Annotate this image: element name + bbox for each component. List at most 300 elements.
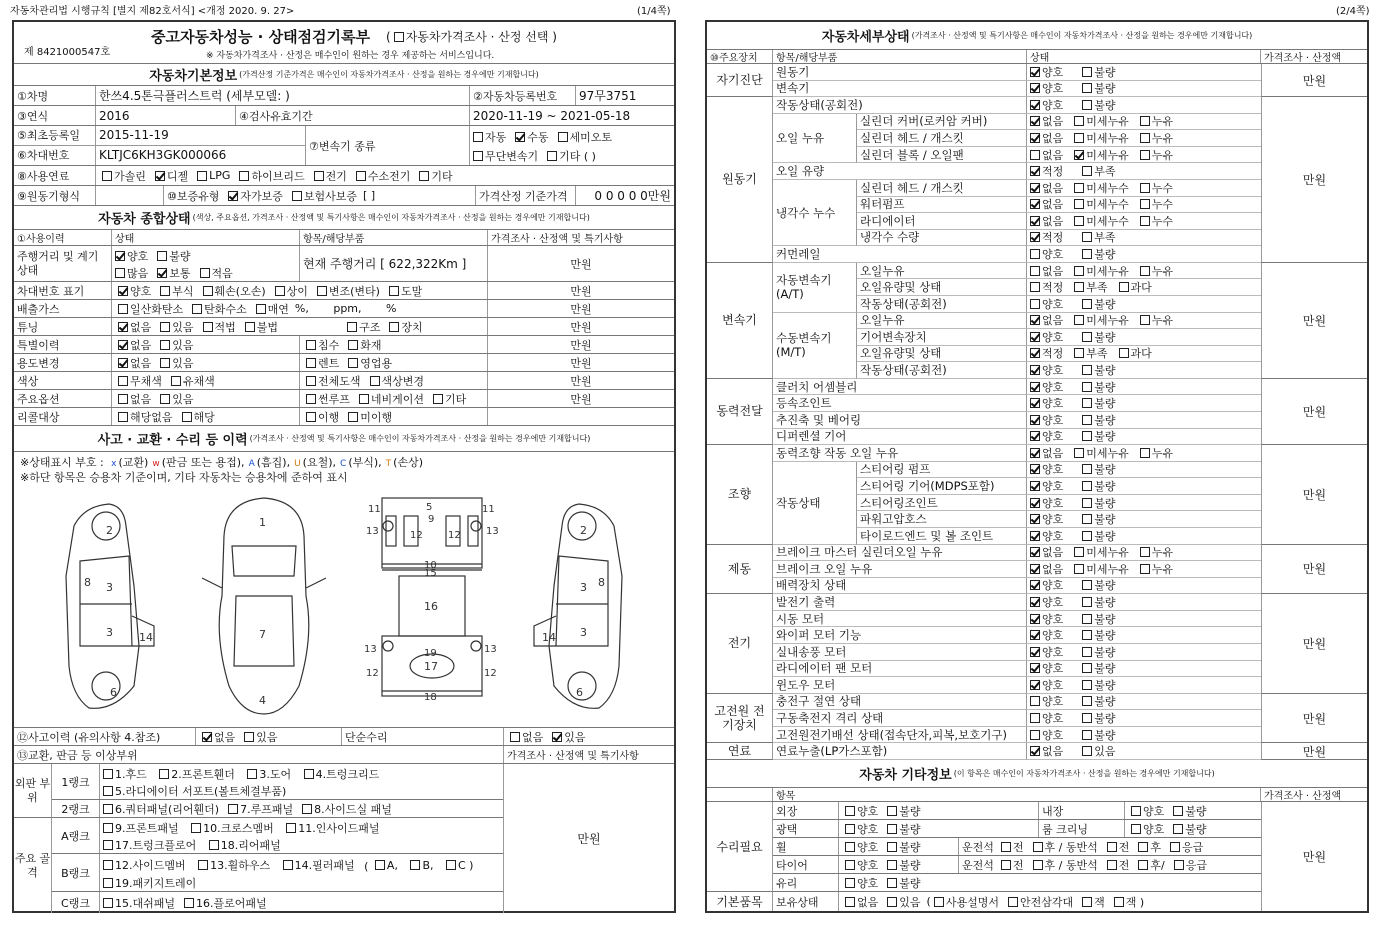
status-option[interactable]: [1079, 246, 1115, 262]
status-option[interactable]: [1027, 279, 1063, 295]
status-option[interactable]: [1027, 97, 1063, 113]
wheel-emergency[interactable]: 응급: [1167, 839, 1203, 855]
status-checkbox[interactable]: [1030, 100, 1040, 110]
status-option[interactable]: [1079, 379, 1115, 395]
status-checkbox[interactable]: [1082, 332, 1092, 342]
status-option[interactable]: [1027, 362, 1063, 378]
vin-altered[interactable]: 변조(변타): [314, 283, 380, 299]
status-option[interactable]: [1116, 279, 1152, 295]
status-option[interactable]: [1027, 594, 1063, 610]
status-checkbox[interactable]: [1030, 680, 1040, 690]
status-option[interactable]: [1079, 64, 1115, 80]
possession-manual[interactable]: 사용설명서: [931, 894, 999, 910]
status-checkbox[interactable]: [1082, 67, 1092, 77]
usage-business[interactable]: 영업용: [345, 355, 392, 371]
vin-different[interactable]: 상이: [272, 283, 308, 299]
status-option[interactable]: [1027, 644, 1063, 660]
status-checkbox[interactable]: [1030, 232, 1040, 242]
status-checkbox[interactable]: [1030, 514, 1040, 524]
status-option[interactable]: [1027, 163, 1063, 179]
status-checkbox[interactable]: [1140, 116, 1150, 126]
status-checkbox[interactable]: [1140, 133, 1150, 143]
status-option[interactable]: [1071, 279, 1107, 295]
fuel-other[interactable]: 기타: [416, 168, 452, 184]
status-checkbox[interactable]: [1082, 415, 1092, 425]
status-checkbox[interactable]: [1082, 696, 1092, 706]
fuel-gasoline[interactable]: 가솔린: [99, 168, 146, 184]
status-option[interactable]: [1027, 197, 1063, 213]
status-checkbox[interactable]: [1030, 431, 1040, 441]
status-checkbox[interactable]: [1082, 730, 1092, 740]
tuning-none[interactable]: 없음: [115, 319, 151, 335]
status-option[interactable]: [1071, 114, 1129, 130]
status-checkbox[interactable]: [1030, 266, 1040, 276]
special-fire[interactable]: 화재: [345, 337, 381, 353]
vin-painted[interactable]: 도말: [386, 283, 422, 299]
glass-good[interactable]: 양호: [842, 875, 878, 891]
status-checkbox[interactable]: [1119, 348, 1129, 358]
status-option[interactable]: [1071, 561, 1129, 577]
possession-jack[interactable]: 잭: [1079, 894, 1105, 910]
part-roof-panel[interactable]: 7.루프패널: [225, 801, 293, 817]
status-checkbox[interactable]: [1140, 564, 1150, 574]
status-checkbox[interactable]: [1082, 464, 1092, 474]
status-option[interactable]: [1027, 561, 1063, 577]
emission-smoke[interactable]: 매연: [253, 301, 289, 317]
accident-none[interactable]: 없음: [199, 729, 235, 745]
status-option[interactable]: [1027, 677, 1063, 693]
status-checkbox[interactable]: [1074, 547, 1084, 557]
mileage-normal[interactable]: 보통: [154, 265, 190, 281]
status-checkbox[interactable]: [1030, 614, 1040, 624]
trans-auto[interactable]: 자동: [470, 129, 506, 145]
status-checkbox[interactable]: [1082, 630, 1092, 640]
part-rear-panel[interactable]: 18.리어패널: [206, 837, 281, 853]
options-none[interactable]: 없음: [115, 391, 151, 407]
status-checkbox[interactable]: [1140, 199, 1150, 209]
status-option[interactable]: [1027, 661, 1063, 677]
status-checkbox[interactable]: [1030, 67, 1040, 77]
status-checkbox[interactable]: [1082, 746, 1092, 756]
options-other[interactable]: 기타: [430, 391, 466, 407]
tuning-structure[interactable]: 구조: [344, 319, 380, 335]
status-checkbox[interactable]: [1074, 315, 1084, 325]
simple-none[interactable]: 없음: [507, 729, 543, 745]
status-option[interactable]: [1027, 180, 1063, 196]
part-front-fender[interactable]: 2.프론트휀더: [156, 766, 235, 782]
status-checkbox[interactable]: [1030, 150, 1040, 160]
status-option[interactable]: [1071, 313, 1129, 329]
tire-pass-rear[interactable]: 후/: [1135, 857, 1164, 873]
gloss-good[interactable]: 양호: [842, 821, 878, 837]
recall-yes[interactable]: 해당: [179, 409, 215, 425]
status-checkbox[interactable]: [1140, 266, 1150, 276]
fuel-hybrid[interactable]: 하이브리드: [236, 168, 304, 184]
tire-good[interactable]: 양호: [842, 857, 878, 873]
usage-none[interactable]: 없음: [115, 355, 151, 371]
part-side-member[interactable]: 12.사이드멤버: [100, 857, 186, 873]
part-pillar-panel[interactable]: 14.필러패널: [280, 857, 355, 873]
status-checkbox[interactable]: [1140, 315, 1150, 325]
color-chromatic[interactable]: 유채색: [168, 373, 215, 389]
status-option[interactable]: [1116, 346, 1152, 362]
status-option[interactable]: [1079, 677, 1115, 693]
status-checkbox[interactable]: [1140, 547, 1150, 557]
trans-manual[interactable]: 수동: [512, 129, 548, 145]
status-option[interactable]: [1079, 362, 1115, 378]
options-sunroof[interactable]: 썬루프: [303, 391, 350, 407]
status-checkbox[interactable]: [1140, 216, 1150, 226]
status-option[interactable]: [1079, 462, 1115, 478]
status-checkbox[interactable]: [1082, 365, 1092, 375]
status-checkbox[interactable]: [1030, 696, 1040, 706]
pillar-b[interactable]: B,: [407, 859, 433, 872]
status-checkbox[interactable]: [1074, 564, 1084, 574]
status-checkbox[interactable]: [1074, 282, 1084, 292]
status-option[interactable]: [1137, 313, 1173, 329]
color-changed[interactable]: 색상변경: [367, 373, 425, 389]
status-option[interactable]: [1137, 545, 1173, 561]
status-checkbox[interactable]: [1082, 498, 1092, 508]
status-option[interactable]: [1027, 462, 1063, 478]
mileage-bad[interactable]: 불량: [154, 248, 190, 264]
status-option[interactable]: [1079, 163, 1115, 179]
status-checkbox[interactable]: [1030, 282, 1040, 292]
status-checkbox[interactable]: [1074, 348, 1084, 358]
status-checkbox[interactable]: [1030, 166, 1040, 176]
wheel-rear-passenger[interactable]: 후 / 동반석: [1030, 839, 1098, 855]
part-floor-panel[interactable]: 16.플로어패널: [181, 895, 267, 911]
status-option[interactable]: [1079, 81, 1115, 97]
pillar-c[interactable]: C ): [443, 859, 473, 872]
status-checkbox[interactable]: [1074, 266, 1084, 276]
part-trunk-lid[interactable]: 4.트렁크리드: [301, 766, 380, 782]
status-checkbox[interactable]: [1030, 564, 1040, 574]
status-option[interactable]: [1027, 694, 1063, 710]
status-option[interactable]: [1027, 230, 1063, 246]
status-option[interactable]: [1071, 213, 1129, 229]
status-checkbox[interactable]: [1030, 299, 1040, 309]
part-quarter-panel[interactable]: 6.쿼터패널(리어휀더): [100, 801, 219, 817]
interior-bad[interactable]: 불량: [1170, 803, 1206, 819]
color-full-paint[interactable]: 전체도색: [303, 373, 361, 389]
pillar-a[interactable]: A,: [372, 859, 398, 872]
status-option[interactable]: [1027, 246, 1063, 262]
status-checkbox[interactable]: [1074, 133, 1084, 143]
part-radiator-support[interactable]: 5.라디에이터 서포트(볼트체결부품): [100, 783, 286, 799]
status-option[interactable]: [1027, 346, 1063, 362]
emission-co[interactable]: 일산화탄소: [115, 301, 183, 317]
status-option[interactable]: [1079, 611, 1115, 627]
status-checkbox[interactable]: [1030, 415, 1040, 425]
status-option[interactable]: [1027, 329, 1063, 345]
status-checkbox[interactable]: [1030, 382, 1040, 392]
status-checkbox[interactable]: [1074, 150, 1084, 160]
status-checkbox[interactable]: [1082, 597, 1092, 607]
status-option[interactable]: [1027, 114, 1063, 130]
status-checkbox[interactable]: [1030, 597, 1040, 607]
status-option[interactable]: [1027, 627, 1063, 643]
status-checkbox[interactable]: [1119, 282, 1129, 292]
status-checkbox[interactable]: [1030, 481, 1040, 491]
status-option[interactable]: [1071, 147, 1129, 163]
status-option[interactable]: [1027, 263, 1063, 279]
mileage-good[interactable]: 양호: [112, 248, 148, 264]
status-option[interactable]: [1079, 230, 1115, 246]
usage-yes[interactable]: 있음: [157, 355, 193, 371]
status-option[interactable]: [1027, 412, 1063, 428]
usage-rent[interactable]: 렌트: [303, 355, 339, 371]
status-checkbox[interactable]: [1030, 116, 1040, 126]
emission-hc[interactable]: 탄화수소: [189, 301, 247, 317]
status-checkbox[interactable]: [1074, 183, 1084, 193]
status-option[interactable]: [1079, 97, 1115, 113]
status-option[interactable]: [1027, 296, 1063, 312]
tire-rear-passenger[interactable]: 후 / 동반석: [1030, 857, 1098, 873]
tire-driver-front[interactable]: 전: [998, 857, 1024, 873]
status-option[interactable]: [1137, 147, 1173, 163]
wheel-bad[interactable]: 불량: [884, 839, 920, 855]
trans-semi[interactable]: 세미오토: [555, 129, 613, 145]
status-option[interactable]: [1027, 147, 1063, 163]
exterior-good[interactable]: 양호: [842, 803, 878, 819]
status-checkbox[interactable]: [1030, 746, 1040, 756]
status-option[interactable]: [1079, 495, 1115, 511]
tuning-device[interactable]: 장치: [386, 319, 422, 335]
status-option[interactable]: [1071, 445, 1129, 461]
status-checkbox[interactable]: [1074, 448, 1084, 458]
status-option[interactable]: [1027, 528, 1063, 544]
status-option[interactable]: [1137, 445, 1173, 461]
status-checkbox[interactable]: [1140, 150, 1150, 160]
status-option[interactable]: [1027, 611, 1063, 627]
tire-pass-front[interactable]: 전: [1104, 857, 1130, 873]
status-checkbox[interactable]: [1082, 83, 1092, 93]
color-achromatic[interactable]: 무채색: [115, 373, 162, 389]
status-checkbox[interactable]: [1030, 133, 1040, 143]
status-option[interactable]: [1027, 64, 1063, 80]
status-checkbox[interactable]: [1082, 680, 1092, 690]
possession-none[interactable]: 없음: [842, 894, 878, 910]
status-option[interactable]: [1079, 743, 1115, 759]
status-option[interactable]: [1071, 180, 1129, 196]
trans-other[interactable]: 기타 ( ): [544, 148, 596, 164]
exterior-bad[interactable]: 불량: [884, 803, 920, 819]
status-option[interactable]: [1027, 743, 1063, 759]
status-option[interactable]: [1027, 130, 1063, 146]
tire-emergency[interactable]: 응급: [1171, 857, 1207, 873]
status-option[interactable]: [1079, 511, 1115, 527]
possession-yes[interactable]: 있음: [884, 894, 920, 910]
wheel-pass-front[interactable]: 전: [1104, 839, 1130, 855]
status-option[interactable]: [1079, 412, 1115, 428]
gloss-bad[interactable]: 불량: [884, 821, 920, 837]
status-option[interactable]: [1079, 296, 1115, 312]
status-option[interactable]: [1079, 644, 1115, 660]
part-package-tray[interactable]: 19.패키지트레이: [100, 875, 196, 891]
wheel-driver-front[interactable]: 전: [998, 839, 1024, 855]
status-option[interactable]: [1071, 130, 1129, 146]
status-option[interactable]: [1079, 661, 1115, 677]
status-checkbox[interactable]: [1082, 299, 1092, 309]
status-checkbox[interactable]: [1082, 100, 1092, 110]
status-checkbox[interactable]: [1082, 382, 1092, 392]
status-option[interactable]: [1079, 727, 1115, 743]
status-option[interactable]: [1079, 594, 1115, 610]
status-checkbox[interactable]: [1082, 531, 1092, 541]
part-side-sill[interactable]: 8.사이드실 패널: [299, 801, 392, 817]
status-checkbox[interactable]: [1030, 83, 1040, 93]
possession-triangle[interactable]: 안전삼각대: [1005, 894, 1073, 910]
status-checkbox[interactable]: [1030, 713, 1040, 723]
status-option[interactable]: [1071, 545, 1129, 561]
status-checkbox[interactable]: [1082, 481, 1092, 491]
status-option[interactable]: [1027, 313, 1063, 329]
tuning-legal[interactable]: 적법: [200, 319, 236, 335]
status-option[interactable]: [1071, 197, 1129, 213]
status-checkbox[interactable]: [1030, 249, 1040, 259]
status-option[interactable]: [1027, 395, 1063, 411]
fuel-electric[interactable]: 전기: [311, 168, 347, 184]
status-option[interactable]: [1079, 478, 1115, 494]
special-none[interactable]: 없음: [115, 337, 151, 353]
status-option[interactable]: [1027, 710, 1063, 726]
wheel-pass-rear[interactable]: 후: [1135, 839, 1161, 855]
vin-good[interactable]: 양호: [115, 283, 151, 299]
status-checkbox[interactable]: [1074, 116, 1084, 126]
status-option[interactable]: [1027, 578, 1063, 594]
status-option[interactable]: [1027, 511, 1063, 527]
status-option[interactable]: [1137, 561, 1173, 577]
status-option[interactable]: [1079, 329, 1115, 345]
status-option[interactable]: [1027, 727, 1063, 743]
status-checkbox[interactable]: [1030, 448, 1040, 458]
fuel-hydrogen[interactable]: 수소전기: [353, 168, 411, 184]
status-checkbox[interactable]: [1030, 730, 1040, 740]
status-option[interactable]: [1027, 379, 1063, 395]
part-front-panel[interactable]: 9.프론트패널: [100, 820, 179, 836]
fuel-diesel[interactable]: 디젤: [152, 168, 188, 184]
tuning-illegal[interactable]: 불법: [242, 319, 278, 335]
status-checkbox[interactable]: [1082, 249, 1092, 259]
part-wheel-house[interactable]: 13.휠하우스: [195, 857, 270, 873]
status-checkbox[interactable]: [1030, 199, 1040, 209]
status-checkbox[interactable]: [1140, 183, 1150, 193]
status-option[interactable]: [1079, 627, 1115, 643]
options-yes[interactable]: 있음: [157, 391, 193, 407]
recall-not-done[interactable]: 미이행: [345, 409, 392, 425]
status-option[interactable]: [1137, 180, 1173, 196]
tuning-yes[interactable]: 있음: [157, 319, 193, 335]
status-checkbox[interactable]: [1030, 398, 1040, 408]
part-cross-member[interactable]: 10.크로스멤버: [188, 820, 274, 836]
status-checkbox[interactable]: [1030, 498, 1040, 508]
status-option[interactable]: [1027, 478, 1063, 494]
status-checkbox[interactable]: [1030, 183, 1040, 193]
status-option[interactable]: [1137, 197, 1173, 213]
status-checkbox[interactable]: [1030, 531, 1040, 541]
part-dash-panel[interactable]: 15.대쉬패널: [100, 895, 175, 911]
status-checkbox[interactable]: [1030, 647, 1040, 657]
status-option[interactable]: [1137, 114, 1173, 130]
possession-jack-2[interactable]: 잭 ): [1111, 894, 1144, 910]
status-checkbox[interactable]: [1030, 663, 1040, 673]
status-checkbox[interactable]: [1030, 365, 1040, 375]
status-option[interactable]: [1137, 263, 1173, 279]
room-bad[interactable]: 불량: [1170, 821, 1206, 837]
status-checkbox[interactable]: [1074, 199, 1084, 209]
status-option[interactable]: [1137, 130, 1173, 146]
special-yes[interactable]: 있음: [157, 337, 193, 353]
status-checkbox[interactable]: [1030, 315, 1040, 325]
status-option[interactable]: [1027, 545, 1063, 561]
status-checkbox[interactable]: [1030, 580, 1040, 590]
status-option[interactable]: [1071, 263, 1129, 279]
vin-damaged[interactable]: 훼손(오손): [200, 283, 266, 299]
part-trunk-floor[interactable]: 17.트렁크플로어: [100, 837, 196, 853]
status-option[interactable]: [1027, 495, 1063, 511]
status-checkbox[interactable]: [1030, 547, 1040, 557]
part-door[interactable]: 3.도어: [244, 766, 291, 782]
status-option[interactable]: [1079, 694, 1115, 710]
status-option[interactable]: [1027, 445, 1063, 461]
status-checkbox[interactable]: [1082, 431, 1092, 441]
simple-yes[interactable]: 있음: [549, 729, 585, 745]
part-inside-panel[interactable]: 11.인사이드패널: [283, 820, 379, 836]
tire-bad[interactable]: 불량: [884, 857, 920, 873]
status-checkbox[interactable]: [1030, 216, 1040, 226]
part-hood[interactable]: 1.후드: [100, 766, 147, 782]
mileage-low[interactable]: 적음: [197, 265, 233, 281]
status-option[interactable]: [1027, 81, 1063, 97]
status-checkbox[interactable]: [1082, 166, 1092, 176]
trans-cvt[interactable]: 무단변속기: [470, 148, 538, 164]
status-checkbox[interactable]: [1082, 647, 1092, 657]
status-option[interactable]: [1079, 578, 1115, 594]
status-checkbox[interactable]: [1074, 216, 1084, 226]
status-option[interactable]: [1079, 710, 1115, 726]
price-check-checkbox[interactable]: [394, 32, 404, 42]
recall-none[interactable]: 해당없음: [115, 409, 173, 425]
status-checkbox[interactable]: [1082, 713, 1092, 723]
status-option[interactable]: [1079, 528, 1115, 544]
status-option[interactable]: [1137, 213, 1173, 229]
recall-done[interactable]: 이행: [303, 409, 339, 425]
warranty-insurer[interactable]: 보험사보증: [289, 188, 357, 204]
wheel-good[interactable]: 양호: [842, 839, 878, 855]
interior-good[interactable]: 양호: [1128, 803, 1164, 819]
status-checkbox[interactable]: [1140, 448, 1150, 458]
status-option[interactable]: [1027, 213, 1063, 229]
status-checkbox[interactable]: [1030, 348, 1040, 358]
status-checkbox[interactable]: [1082, 514, 1092, 524]
glass-bad[interactable]: 불량: [884, 875, 920, 891]
price-check-selector[interactable]: ( 자동차가격조사 · 산정 선택 ): [386, 30, 557, 44]
status-option[interactable]: [1079, 429, 1115, 445]
status-checkbox[interactable]: [1030, 630, 1040, 640]
vin-corroded[interactable]: 부식: [157, 283, 193, 299]
warranty-self[interactable]: 자가보증: [225, 188, 283, 204]
status-checkbox[interactable]: [1030, 332, 1040, 342]
fuel-lpg[interactable]: LPG: [194, 169, 230, 182]
room-good[interactable]: 양호: [1128, 821, 1164, 837]
status-option[interactable]: [1027, 429, 1063, 445]
status-checkbox[interactable]: [1082, 398, 1092, 408]
status-checkbox[interactable]: [1082, 614, 1092, 624]
mileage-high[interactable]: 많음: [112, 265, 148, 281]
status-checkbox[interactable]: [1030, 464, 1040, 474]
status-checkbox[interactable]: [1082, 232, 1092, 242]
